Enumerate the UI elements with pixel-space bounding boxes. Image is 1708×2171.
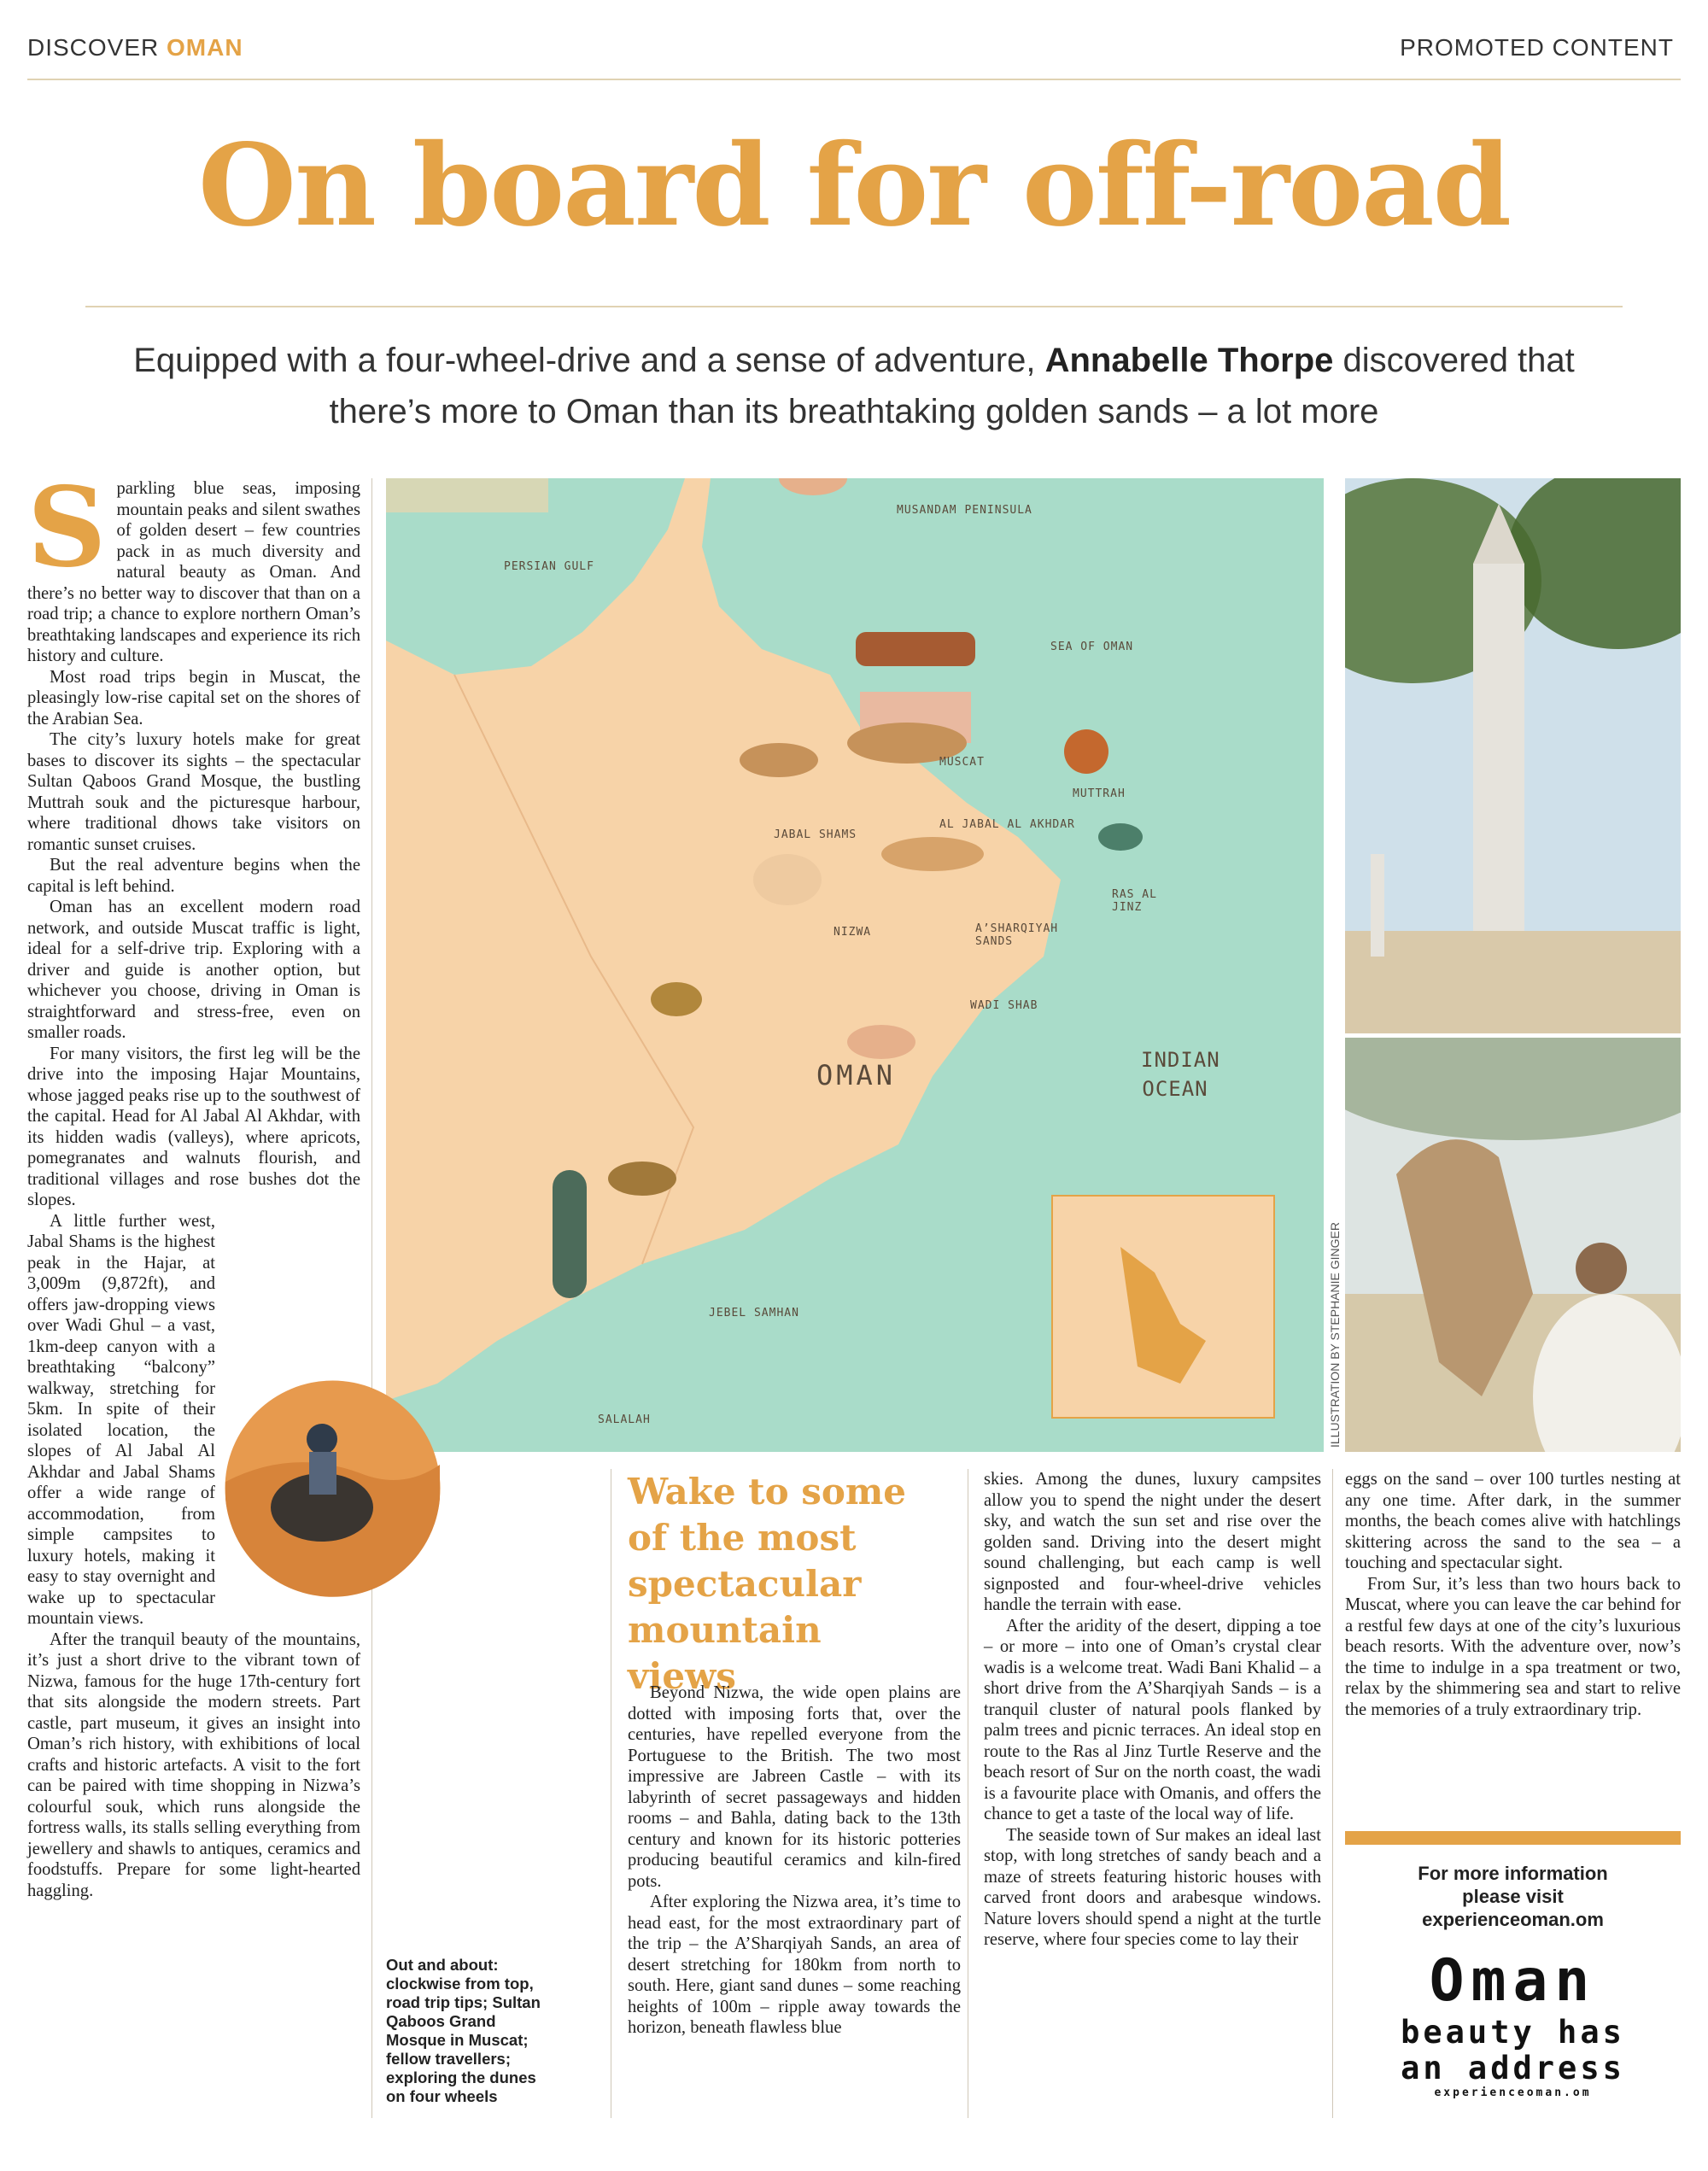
map-label-ras-al-jinz: RAS AL JINZ: [1112, 888, 1157, 914]
map-label-salalah: SALALAH: [598, 1413, 651, 1426]
paragraph: After the tranquil beauty of the mountains, it’s just a short drive to the vibrant town of Nizwa, famous for the huge 17th-century fort that sits alongside the modern streets. Part castle, part museum, it gives an insight into Oman’s rich history, with exhibitions of local crafts and historic artefacts. A visit to the fort can be paired with time shopping in Nizwa’s colourful souk, which runs alongside the fortress walls, its stalls selling everything from jewellery and shawls to antiques, ceramics and foodstuffs. Prepare for some light-hearted haggling.: [27, 1630, 360, 1900]
oman-map-illustration: [386, 478, 1324, 1452]
surfer-icon: [553, 1170, 587, 1298]
header-rule: [27, 79, 1681, 80]
photo-caption: Out and about: clockwise from top, road trip tips; Sultan Qaboos Grand Mosque in Muscat; fellow travellers; exploring the dunes on four wheels: [386, 1956, 541, 2105]
info-url[interactable]: experienceoman.om: [1422, 1909, 1604, 1930]
dhow-boat-icon: [856, 632, 975, 666]
paragraph: Beyond Nizwa, the wide open plains are dotted with imposing forts that, over the centuries, have repelled everyone from the Portuguese to the British. The two most impressive are Jabreen Castle – with its labyrinth of secret passageways and hidden rooms – and Bahla, dating back to the 13th century and known for its historic potteries producing beautiful ceramics and kiln-fired pots.: [628, 1683, 961, 1891]
headline-rule: [85, 306, 1623, 307]
accent-bar: [1345, 1831, 1681, 1845]
paragraph: After the aridity of the desert, dipping a toe – or more – into one of Oman’s crystal clear wadis is a welcome treat. Wadi Bani Khalid – a short drive from the A’Sharqiyah Sands – is a tranquil cluster of natural pools flanked by palm trees and picnic terraces. An ideal stop en route to the Ras al Jinz Turtle Reserve and the beach resort of Sur on the north coast, the wadi is a favourite place with Omanis, and offers the chance to get a taste of the local way of life.: [984, 1616, 1321, 1823]
nizwa-fort-icon: [753, 854, 822, 905]
info-box: [1345, 1862, 1681, 1931]
map-label-wadi-shab: WADI SHAB: [970, 999, 1038, 1012]
paragraph: A little further west, Jabal Shams is the highest peak in the Hajar, at 3,009m (9,872ft), and offers jaw-dropping views over Wadi Ghul – a vast, 1km-deep canyon with a breathtaking “balcony” walkway, stretching for 5km. In spite of their isolated location, the slopes of Al Jabal Al Akhdar and Jabal Shams offer a wide range of accommodation, from simple campsites to luxury hotels, making it easy to stay overnight and wake up to spectacular mountain views.: [27, 1211, 215, 1628]
standfirst-text-end: discovered that there’s more to Oman than its breathtaking golden sands – a lot more: [329, 342, 1575, 430]
muttrah-icon: [1064, 729, 1108, 774]
map-label-jebel-samhan: JEBEL SAMHAN: [709, 1307, 799, 1320]
section-accent: OMAN: [167, 34, 243, 61]
headline: On board for off-road: [197, 120, 1510, 252]
illustration-credit: ILLUSTRATION BY STEPHANIE GINGER: [1328, 1222, 1342, 1448]
section-prefix: DISCOVER: [27, 34, 160, 61]
author-name: Annabelle Thorpe: [1044, 342, 1334, 379]
logo-url: experienceoman.om: [1434, 2086, 1592, 2099]
map-label-nizwa: NIZWA: [834, 926, 872, 939]
map-label-musandam: MUSANDAM PENINSULA: [897, 504, 1032, 517]
map-label-indian-ocean: INDIAN OCEAN: [1141, 1048, 1220, 1101]
map-label-muscat: MUSCAT: [939, 756, 985, 769]
promoted-tag: PROMOTED CONTENT: [1400, 34, 1674, 61]
map-label-oman: OMAN: [816, 1059, 897, 1091]
logo-name: Oman: [1429, 1947, 1597, 2015]
quad-bike-dunes-photo: [224, 1379, 442, 1597]
grand-mosque-photo: [1345, 478, 1681, 1033]
paragraph: parkling blue seas, imposing mountain peaks and silent swathes of golden desert – few countries pack in as much diversity and natural beauty as Oman. And there’s no better way to discover that than on a road trip; a chance to explore northern Oman’s breathtaking landscapes and experience its rich history and culture.: [27, 479, 360, 665]
paragraph: eggs on the sand – over 100 turtles nesting at any one time. After dark, in the summer months, the beach comes alive with hatchlings skittering across the sand to the sea – a touching and spectacular sight.: [1345, 1470, 1681, 1572]
article-column-1: [27, 464, 360, 1901]
turtle-icon: [1098, 823, 1143, 851]
standfirst-text: Equipped with a four-wheel-drive and a sense of adventure,: [133, 342, 1036, 379]
article-column-3: [984, 1469, 1321, 1951]
info-line-1: For more information: [1418, 1863, 1608, 1884]
paragraph: skies. Among the dunes, luxury campsites allow you to spend the night under the desert sky, and watch the sun set and rise over the golden sand. Driving into the desert might sound challenging, but each camp is well signposted and four-wheel-drive vehicles handle the terrain with ease.: [984, 1470, 1321, 1614]
camel-photo: [1345, 1038, 1681, 1452]
logo-tagline-1: beauty has: [1401, 2014, 1625, 2051]
paragraph: For many visitors, the first leg will be the drive into the imposing Hajar Mountains, whose jagged peaks rise up to the southwest of the capital. Head for Al Jabal Al Akhdar, with its hidden wadis (valleys), where apricots, pomegranates and walnuts flourish, and traditional villages and rose bushes dot the slopes.: [27, 1044, 360, 1209]
paragraph: But the real adventure begins when the capital is left behind.: [27, 856, 360, 896]
map-label-al-jabal-al-akhdar: AL JABAL AL AKHDAR: [939, 818, 1075, 831]
column-divider: [1332, 1469, 1333, 2118]
pull-quote: Wake to some of the most spectacular mountain views: [628, 1471, 907, 1697]
info-line-2: please visit: [1462, 1886, 1564, 1907]
map-label-sharqiyah-sands: A’SHARQIYAH SANDS: [975, 922, 1059, 948]
logo-tagline-2: an address: [1401, 2050, 1625, 2086]
tree-icon: [651, 982, 702, 1016]
paragraph: The seaside town of Sur makes an ideal last stop, with long stretches of sandy beach and a maze of streets featuring historic houses with carved front doors and arabesque windows. Nature lovers should spend a night at the turtle reserve, where four species come to lay their: [984, 1825, 1321, 1949]
article-column-4: [1345, 1469, 1681, 1720]
land-strip: [386, 478, 548, 512]
paragraph: From Sur, it’s less than two hours back to Muscat, where you can leave the car behind for a restful few days at one of the city’s luxurious beach resorts. With the adventure over, now’s the time to indulge in a spa treatment or two, relax by the shimmering sea and start to relive the memories of a truly extraordinary trip.: [1345, 1574, 1681, 1719]
paragraph: Oman has an excellent modern road network, and outside Muscat traffic is light, ideal for a self-drive trip. Exploring with a driver and guide is another option, but whichever you choose, driving in Oman is straightforward and stress-free, even on smaller roads.: [27, 898, 360, 1042]
oman-logo: [1345, 1947, 1681, 2099]
paragraph: The city’s luxury hotels make for great bases to discover its sights – the spectacular Sultan Qaboos Grand Mosque, the bustling Muttrah souk and the picturesque harbour, where traditional dhows take visitors on romantic sunset cruises.: [27, 730, 360, 854]
camel-icon: [881, 837, 984, 871]
map-label-sea-of-oman: SEA OF OMAN: [1050, 641, 1134, 653]
map-label-persian-gulf: PERSIAN GULF: [504, 560, 594, 573]
standfirst: [85, 335, 1623, 437]
drop-cap: S: [27, 464, 107, 592]
jabal-shams-icon: [740, 743, 818, 777]
column-divider: [371, 478, 372, 2118]
section-label: [27, 34, 243, 61]
map-label-jabal-shams: JABAL SHAMS: [774, 828, 857, 841]
paragraph: Most road trips begin in Muscat, the pleasingly low-rise capital set on the shores of the Arabian Sea.: [27, 667, 360, 729]
article-column-2: [628, 1682, 961, 2039]
map-label-muttrah: MUTTRAH: [1073, 787, 1126, 800]
paragraph: After exploring the Nizwa area, it’s time to head east, for the most extraordinary part of the trip – the A’Sharqiyah Sands, an area of desert stretching for 180km from north to south. Here, giant sand dunes – some reaching heights of 100m – ripple away towards the horizon, beneath flawless blue: [628, 1893, 961, 2037]
leopard-icon: [608, 1162, 676, 1196]
wadi-shab-icon: [847, 1025, 915, 1059]
